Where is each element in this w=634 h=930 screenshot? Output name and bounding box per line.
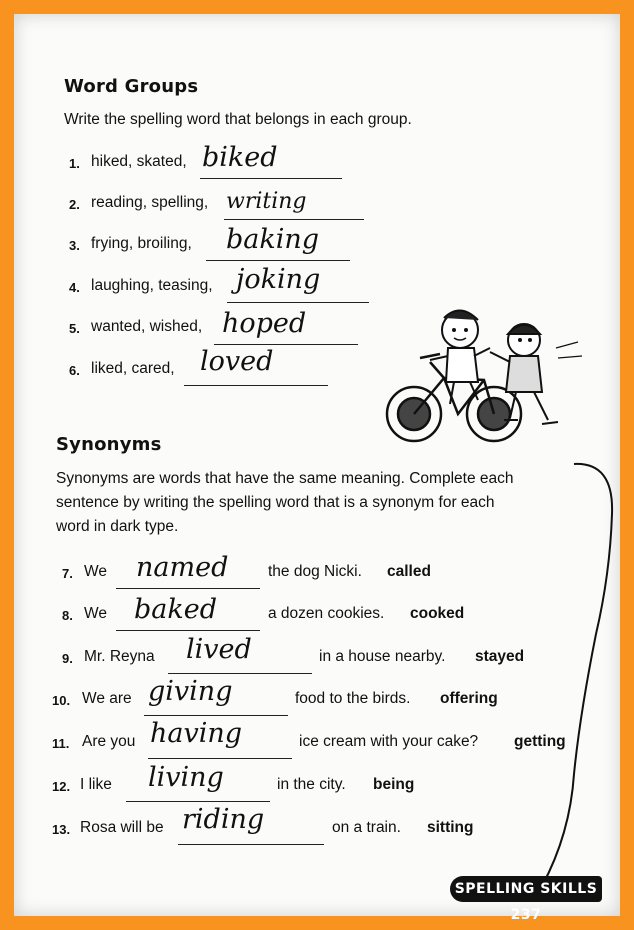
handwritten-answer: having [150, 718, 243, 749]
dark-type-word: getting [514, 733, 566, 750]
handwritten-answer: giving [148, 676, 233, 707]
sentence-start: Mr. Reyna [84, 648, 155, 665]
item-number: 12. [52, 779, 71, 794]
item-number: 10. [52, 693, 71, 708]
item-number: 3. [69, 238, 80, 253]
footer-badge [450, 876, 602, 923]
sentence-end: ice cream with your cake? [299, 733, 479, 750]
sentence-start: Are you [82, 733, 136, 750]
sentence-start: I like [80, 776, 112, 793]
footer-label: SPELLING SKILLS [454, 881, 598, 897]
item-number: 9. [62, 651, 73, 666]
sentence-start: Rosa will be [80, 819, 164, 836]
synonyms-heading: Synonyms [56, 434, 162, 455]
synonyms-instructions-line-2: sentence by writing the spelling word that is a synonym for each [56, 494, 495, 511]
word-groups-heading: Word Groups [64, 76, 199, 97]
item-number: 11. [52, 736, 70, 751]
sentence-start: We are [82, 690, 132, 707]
item-number: 4. [69, 280, 80, 295]
item-prompt: frying, broiling, [91, 235, 192, 252]
item-prompt: wanted, wished, [91, 318, 203, 335]
dark-type-word: cooked [410, 605, 465, 622]
item-prompt: reading, spelling, [91, 194, 209, 211]
item-prompt: hiked, skated, [91, 153, 187, 170]
handwritten-answer: loved [200, 346, 274, 377]
item-number: 13. [52, 822, 71, 837]
page-number: 237 [510, 907, 542, 923]
item-prompt: liked, cared, [91, 360, 175, 377]
dark-type-word: called [387, 563, 431, 580]
dark-type-word: sitting [427, 819, 474, 836]
item-number: 6. [69, 363, 80, 378]
handwritten-answer: baking [226, 224, 320, 255]
handwritten-answer: joking [236, 264, 321, 295]
item-number: 7. [62, 566, 73, 581]
worksheet-page [14, 14, 620, 923]
handwritten-answer: lived [186, 634, 252, 665]
handwritten-answer: baked [134, 594, 218, 625]
sentence-end: food to the birds. [295, 690, 411, 707]
sentence-start: We [84, 563, 107, 580]
sentence-end: a dozen cookies. [268, 605, 385, 622]
sentence-start: We [84, 605, 107, 622]
word-groups-instructions: Write the spelling word that belongs in each group. [64, 111, 412, 128]
handwritten-answer: biked [202, 142, 278, 173]
handwritten-answer: hoped [222, 308, 307, 339]
sentence-end: in a house nearby. [319, 648, 446, 665]
sentence-end: on a train. [332, 819, 401, 836]
sentence-end: the dog Nicki. [268, 563, 362, 580]
handwritten-answer: living [148, 762, 224, 793]
pen-bracket-mark [14, 14, 620, 916]
item-number: 8. [62, 608, 73, 623]
item-number: 5. [69, 321, 80, 336]
handwritten-answer: riding [182, 804, 265, 835]
dark-type-word: offering [440, 690, 498, 707]
sentence-end: in the city. [277, 776, 346, 793]
item-number: 1. [69, 156, 80, 171]
synonyms-instructions-line-3: word in dark type. [56, 518, 179, 535]
dark-type-word: being [373, 776, 415, 793]
item-number: 2. [69, 197, 80, 212]
dark-type-word: stayed [475, 648, 525, 665]
item-prompt: laughing, teasing, [91, 277, 213, 294]
handwritten-answer: named [136, 552, 229, 583]
synonyms-instructions-line-1: Synonyms are words that have the same meaning. Complete each [56, 470, 514, 487]
handwritten-answer: writing [226, 189, 307, 214]
